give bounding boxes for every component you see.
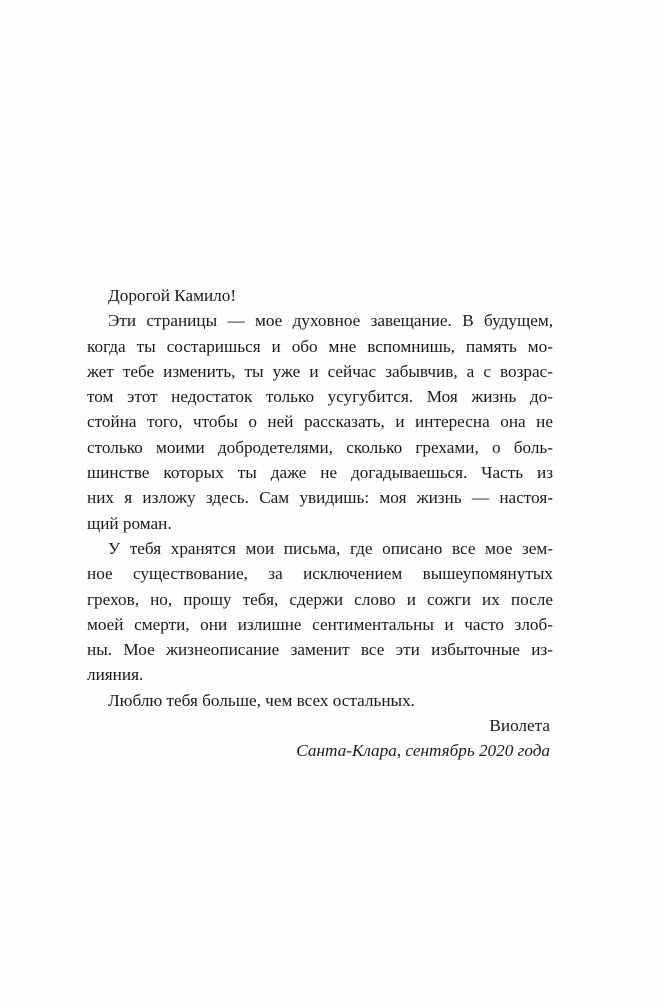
paragraph-1-line-8: них я изложу здесь. Сам увидишь: моя жизнь — настоя- — [87, 488, 553, 508]
paragraph-1-line-4: том этот недостаток только усугубится. Моя жизнь до- — [87, 387, 553, 407]
paragraph-2-line-4: моей смерти, они излишне сентиментальны и часто злоб- — [87, 614, 553, 634]
paragraph-1-line-6: столько моими добродетелями, сколько грехами, о боль- — [87, 437, 553, 457]
paragraph-1-line-3: жет тебе изменить, ты уже и сейчас забывчив, а с возрас- — [87, 361, 553, 381]
paragraph-2-line-2: ное существование, за исключением вышеупомянутых — [87, 564, 553, 584]
letter-text — [87, 283, 553, 764]
paragraph-1-line-1: Эти страницы — мое духовное завещание. В будущем, — [108, 311, 553, 331]
paragraph-1-line-9: щий роман. — [87, 513, 172, 533]
place-date: Санта-Клара, сентябрь 2020 года — [296, 741, 550, 761]
paragraph-1-line-2: когда ты состаришься и обо мне вспомнишь, память мо- — [87, 336, 553, 356]
closing-line: Люблю тебя больше, чем всех остальных. — [108, 690, 415, 710]
paragraph-1-line-5: стойна того, чтобы о ней рассказать, и интересна она не — [87, 412, 553, 432]
signature: Виолета — [489, 716, 550, 736]
salutation: Дорогой Камило! — [108, 286, 237, 305]
paragraph-2-line-5: ны. Мое жизнеописание заменит все эти избыточные из- — [87, 640, 553, 660]
paragraph-2-line-3: грехов, но, прошу тебя, сдержи слово и сожги их после — [87, 589, 553, 609]
paragraph-2-line-1: У тебя хранятся мои письма, где описано все мое зем- — [108, 538, 553, 558]
paragraph-1-line-7: шинстве которых ты даже не догадываешься. Часть из — [87, 463, 553, 483]
paragraph-2-line-6: лияния. — [87, 665, 144, 685]
